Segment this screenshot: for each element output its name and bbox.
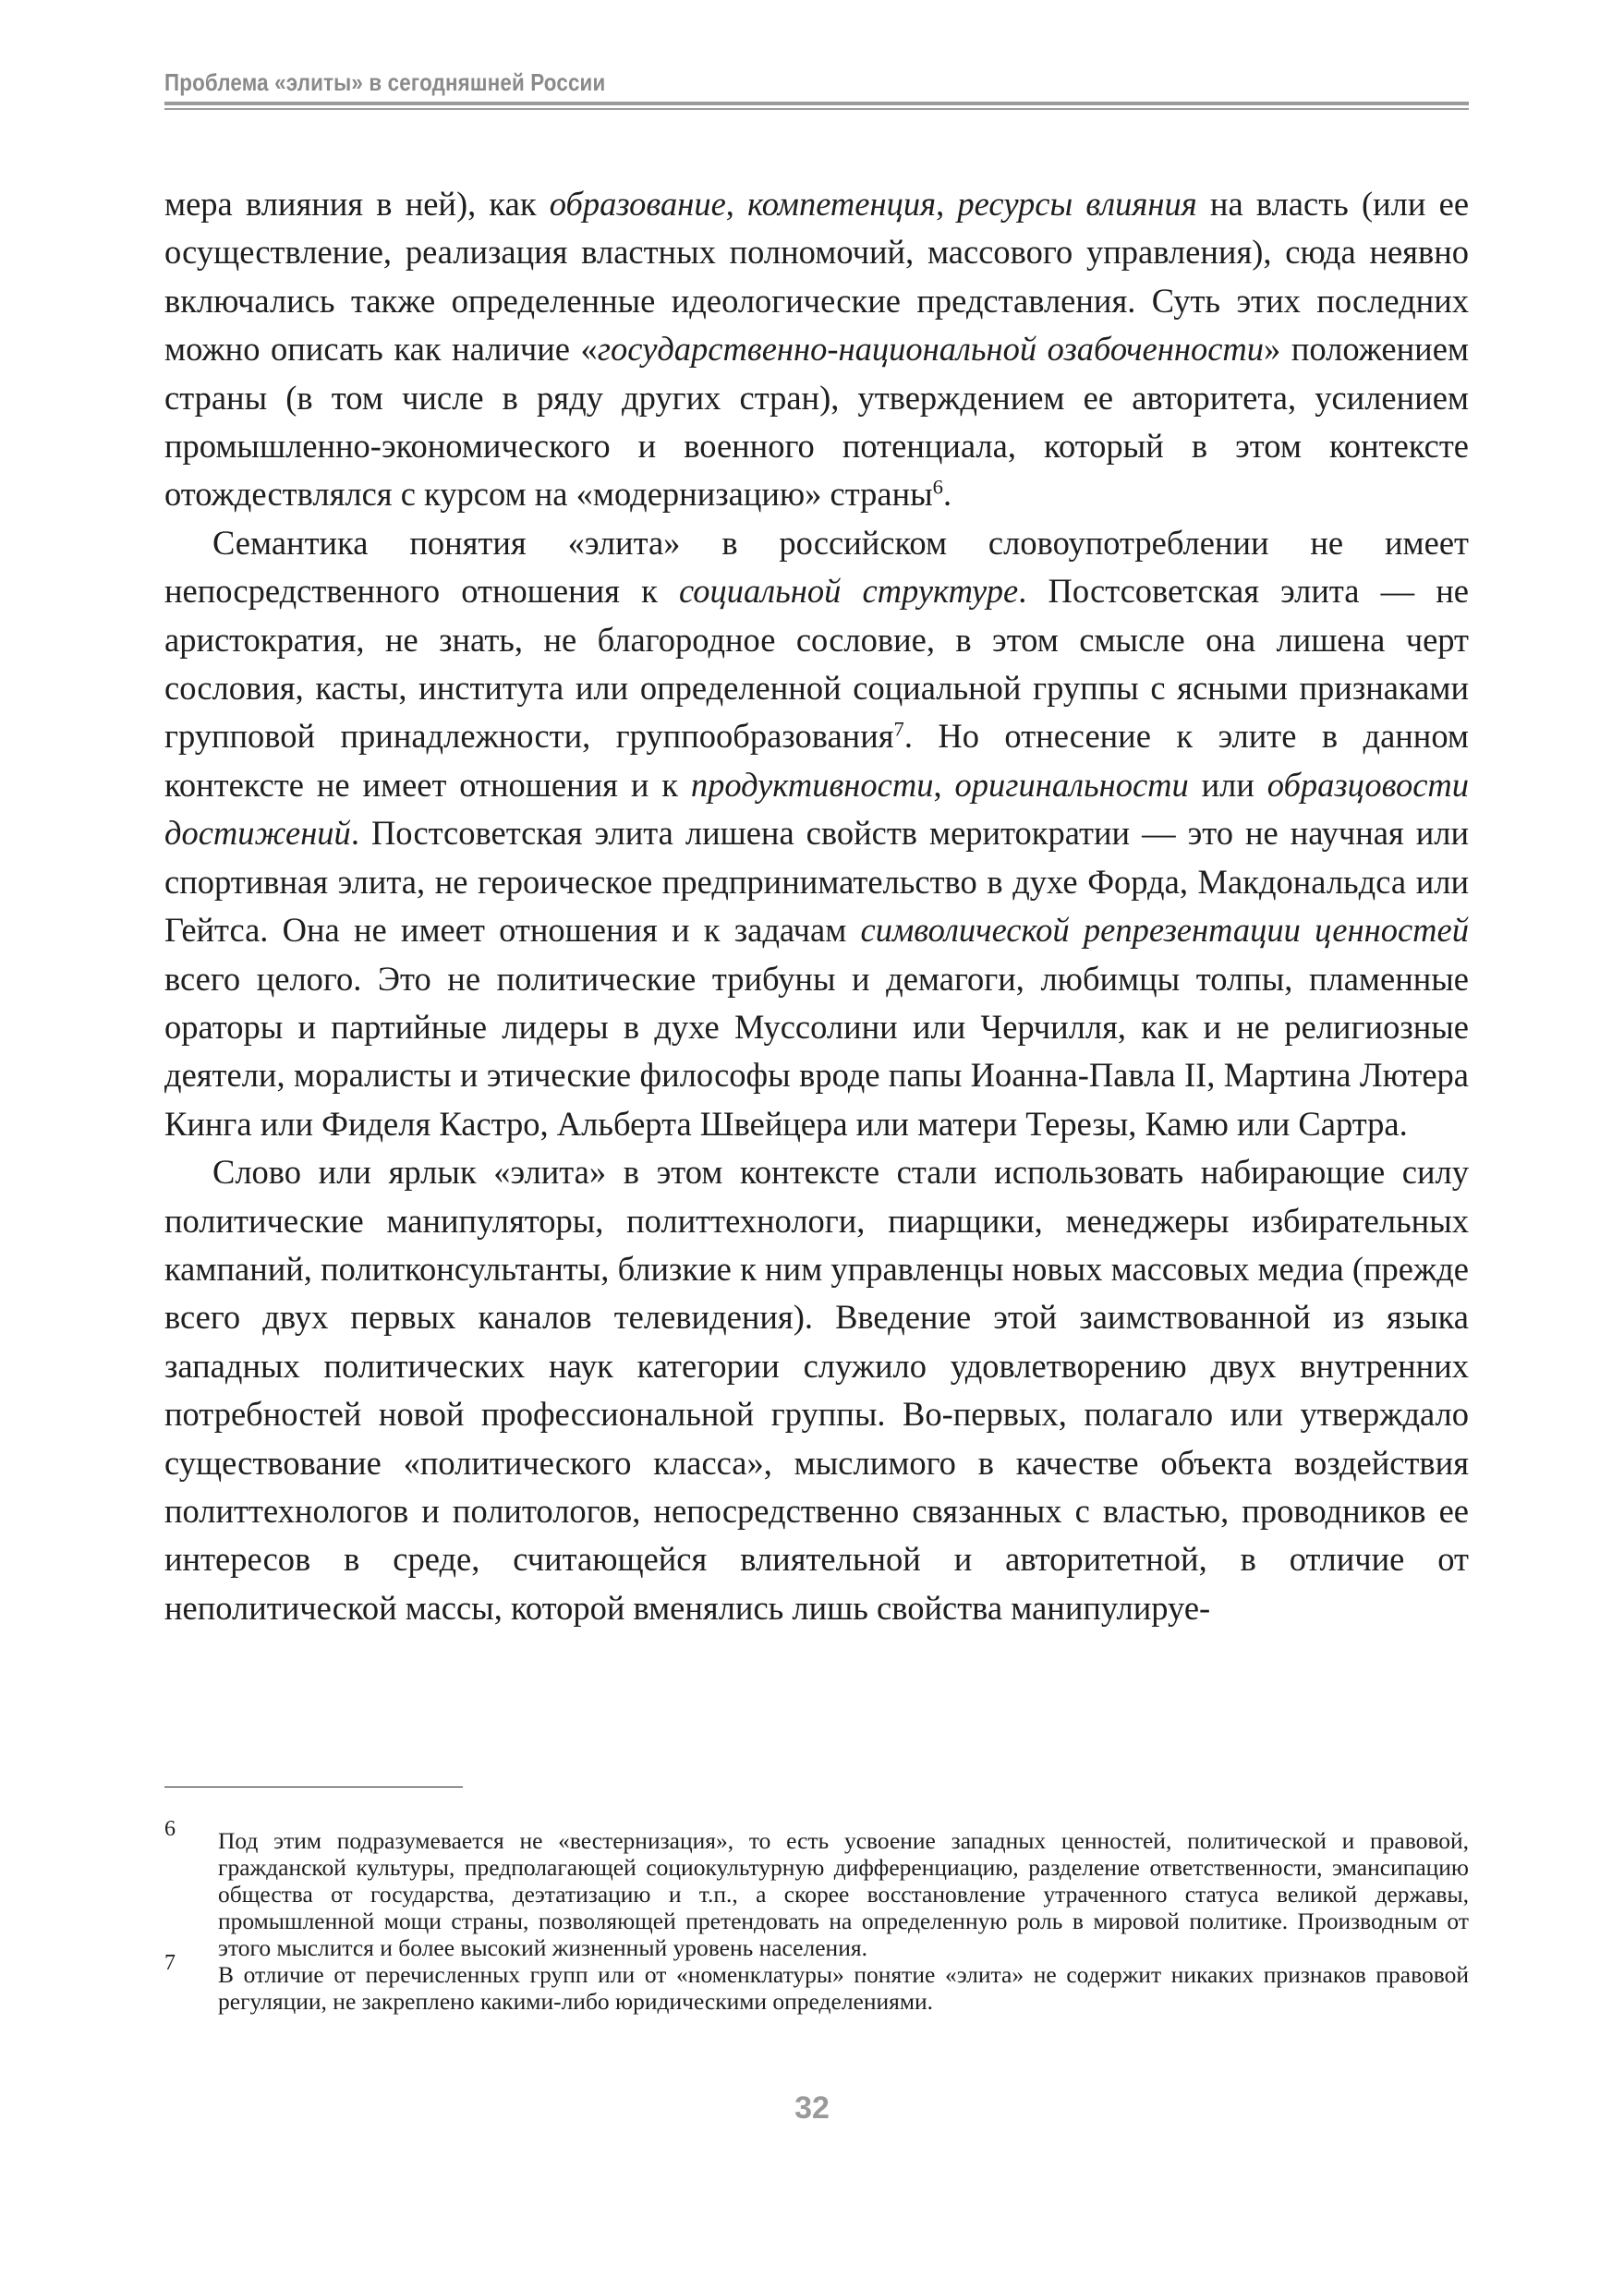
text-run: , [725,185,748,223]
footnote-ref: 7 [893,718,904,742]
emphasis-text: государственно-национальной озабоченности [597,330,1265,369]
footnote-text: Под этим подразумевается не «вестернизация», то есть усвоение западных ценностей, политической и правовой, гражданской культуры, предполагающей социокультурную дифференциацию, разделение ответственности, эмансипацию общества от государства, деэтатизацию и т.п., а скорее восстановление утраченного статуса великой державы, промышленной мощи страны, позволяющей претендовать на определенную роль в мировой политике. Производным от этого мыслится и более высокий жизненный уровень населения. [218,1827,1469,1961]
footnote-number: 7 [164,1951,176,1975]
text-run: Семантика понятия «элита» в российском словоупотреблении не имеет непосредственного отношения к [164,523,1469,611]
text-run: . [942,475,952,514]
page-number: 32 [794,2090,830,2126]
text-run: , [933,765,955,804]
emphasis-text: образование [549,185,726,223]
text-run: . Постсоветская элита — не аристократия, не знать, не благородное сословие, в этом смысле она лишена черт сословия, касты, института или определенной социальной группы с ясными признаками групповой принадлежности, группообразования [164,572,1469,756]
text-run: на власть (или ее осуществление, реализация властных полномочий, массового управления), сюда неявно включались также определенные идеологические представления. Суть этих последних можно описать как наличие « [164,185,1470,369]
text-run: мера влияния в ней), как [164,185,550,223]
paragraph [164,180,1469,519]
emphasis-text: образцовости достижений [164,765,1470,853]
emphasis-text: ресурсы влияния [957,185,1197,223]
text-run: . Но отнесение к элите в данном контексте не имеет отношения и к [164,717,1469,804]
emphasis-text: продуктивности [690,765,934,804]
text-run: всего целого. Это не политические трибуны и демагоги, любимцы толпы, пламенные ораторы и партийные лидеры в духе Муссолини или Черчилля, как и не религиозные деятели, моралисты и этические философы вроде папы Иоанна-Павла II, Мартина Лютера Кинга или Фиделя Кастро, Альберта Швейцера или матери Терезы, Камю или Сартра. [164,959,1469,1143]
emphasis-text: социальной структуре [678,572,1019,611]
text-run: » положением страны (в том числе в ряду других стран), утверждением ее авторитета, усилением промышленно-экономического и военного потенциала, который в этом контексте отождествлялся с курсом на «модернизацию» страны [164,330,1469,514]
emphasis-text: оригинальности [954,765,1189,804]
header-rule-thin [164,108,1469,110]
running-title: Проблема «элиты» в сегодняшней России [164,68,606,96]
main-text [164,180,1469,1632]
footnote-7 [164,1951,1469,2015]
paragraph [164,519,1469,1148]
footnote-ref: 6 [932,476,943,499]
footnote-text: В отличие от перечисленных групп или от «номенклатуры» понятие «элита» не содержит никаких признаков правовой регуляции, не закреплено какими-либо юридическими определениями. [218,1961,1469,2015]
footnote-number: 6 [164,1817,176,1841]
text-run: . Постсоветская элита лишена свойств меритократии — это не научная или спортивная элита, не героическое предпринимательство в духе Форда, Макдональдса или Гейтса. Она не имеет отношения и к задачам [164,814,1469,950]
footnote-6 [164,1817,1469,1961]
footnotes [164,1817,1469,2015]
paragraph [164,1148,1469,1632]
text-run: или [1188,765,1267,804]
emphasis-text: символической репрезентации ценностей [860,911,1469,950]
text-run: Слово или ярлык «элита» в этом контексте стали использовать набирающие силу политические манипуляторы, политтехнологи, пиарщики, менеджеры избирательных кампаний, политконсультанты, близкие к ним управленцы новых массовых медиа (прежде всего двух первых каналов телевидения). Введение этой заимствованной из языка западных политических наук категории служило удовлетворению двух внутренних потребностей новой профессиональной группы. Во-первых, полагало или утверждало существование «политического класса», мыслимого в качестве объекта воздействия политтехнологов и политологов, непосредственно связанных с властью, проводников ее интересов в среде, считающейся влиятельной и авторитетной, в отличие от неполитической массы, которой вменялись лишь свойства манипулируе- [164,1153,1469,1627]
text-run: , [936,185,958,223]
emphasis-text: компетенция [747,185,937,223]
header-rule-thick [164,102,1469,105]
